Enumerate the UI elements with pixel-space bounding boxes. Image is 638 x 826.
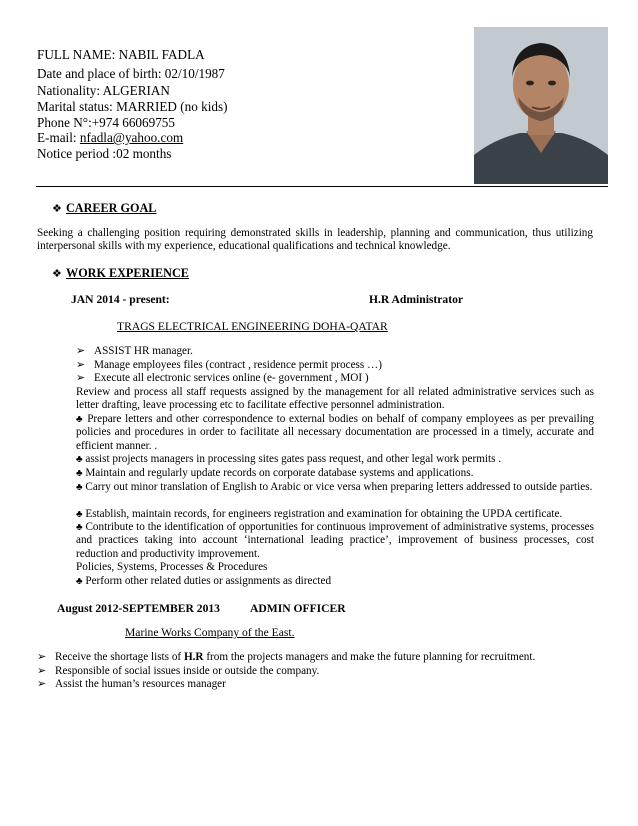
diamond-bullet-icon: ❖ xyxy=(52,203,62,215)
job1-arrow-item: ➢ Execute all electronic services online (e- government , MOI ) xyxy=(76,372,369,384)
diamond-bullet-icon: ❖ xyxy=(52,268,62,280)
job1-club-item: ♣ assist projects managers in processing sites gates pass request, and other legal work permits . xyxy=(76,453,502,465)
club-bullet-icon: ♣ xyxy=(76,454,83,465)
email-link[interactable]: nfadla@yahoo.com xyxy=(79,130,184,145)
job1-arrow-item: ➢ Manage employees files (contract , residence permit process …) xyxy=(76,359,382,371)
arrow-bullet-icon: ➢ xyxy=(37,665,47,677)
club-bullet-icon: ♣ xyxy=(76,509,83,520)
job1-company: TRAGS ELECTRICAL ENGINEERING DOHA-QATAR xyxy=(117,320,388,333)
job1-title: H.R Administrator xyxy=(369,293,464,306)
email-line xyxy=(37,130,183,146)
email-label: E-mail: xyxy=(37,130,80,145)
job1-review-text: Review and process all staff requests assigned by the management for all related administrative services such as letter drafting, leave processing etc to facilitate effective personnel administration. xyxy=(76,386,594,412)
marital-status: Marital status: MARRIED (no kids) xyxy=(37,99,228,114)
work-experience-heading xyxy=(52,266,189,281)
phone: Phone N°:+974 66069755 xyxy=(37,115,175,130)
career-goal-title: CAREER GOAL xyxy=(66,201,157,215)
arrow-bullet-icon: ➢ xyxy=(76,372,86,384)
job2-arrow-item: ➢ Receive the shortage lists of H.R from the projects managers and make the future planning for recruitment. xyxy=(37,651,536,663)
job1-club-item: ♣ Contribute to the identification of opportunities for continuous improvement of administrative systems, processes and practices taking into account ‘international leading practice’, improvement of business processes, cost reduction and productivity improvement. xyxy=(76,521,594,560)
profile-photo xyxy=(474,27,608,184)
job2-arrow-item: ➢ Responsible of social issues inside or outside the company. xyxy=(37,665,320,677)
club-bullet-icon: ♣ xyxy=(76,576,83,587)
arrow-bullet-icon: ➢ xyxy=(37,678,47,690)
birth-info: Date and place of birth: 02/10/1987 xyxy=(37,66,225,81)
job1-club-item: ♣ Carry out minor translation of English to Arabic or vice versa when preparing letters addressed to outside parties. xyxy=(76,481,593,493)
job1-club-item: ♣ Establish, maintain records, for engineers registration and examination for obtaining the UPDA certificate. xyxy=(76,508,563,520)
career-goal-heading xyxy=(52,201,156,216)
work-experience-title: WORK EXPERIENCE xyxy=(66,266,189,280)
career-goal-text: Seeking a challenging position requiring demonstrated skills in leadership, planning and communication, thus utilizing interpersonal skills with my experience, educational qualifications and technical knowledge. xyxy=(37,227,593,253)
job1-club-item: ♣ Maintain and regularly update records on corporate database systems and applications. xyxy=(76,467,474,479)
notice-period: Notice period :02 months xyxy=(37,146,172,161)
club-bullet-icon: ♣ xyxy=(76,522,83,533)
club-bullet-icon: ♣ xyxy=(76,482,83,493)
job2-arrow-item: ➢ Assist the human’s resources manager xyxy=(37,678,226,690)
arrow-bullet-icon: ➢ xyxy=(37,651,47,663)
full-name: FULL NAME: NABIL FADLA xyxy=(37,47,205,62)
job2-period: August 2012-SEPTEMBER 2013 xyxy=(57,602,220,615)
club-bullet-icon: ♣ xyxy=(76,468,83,479)
job1-club-item: ♣ Prepare letters and other correspondence to external bodies on behalf of company employees as per prevailing policies and procedures in order to facilitate all necessary documentation are processed in a timely, accurate and efficient manner. . xyxy=(76,413,594,452)
header-divider xyxy=(36,186,608,187)
portrait-image xyxy=(474,27,608,184)
job2-title: ADMIN OFFICER xyxy=(250,602,346,615)
nationality: Nationality: ALGERIAN xyxy=(37,83,170,98)
job1-policies-text: Policies, Systems, Processes & Procedures xyxy=(76,561,268,573)
club-bullet-icon: ♣ xyxy=(76,414,84,425)
job2-company: Marine Works Company of the East. xyxy=(125,626,295,639)
job1-club-item: ♣ Perform other related duties or assignments as directed xyxy=(76,575,332,587)
job1-period: JAN 2014 - present: xyxy=(71,293,170,306)
job1-arrow-item: ➢ ASSIST HR manager. xyxy=(76,345,193,357)
arrow-bullet-icon: ➢ xyxy=(76,359,86,371)
arrow-bullet-icon: ➢ xyxy=(76,345,86,357)
